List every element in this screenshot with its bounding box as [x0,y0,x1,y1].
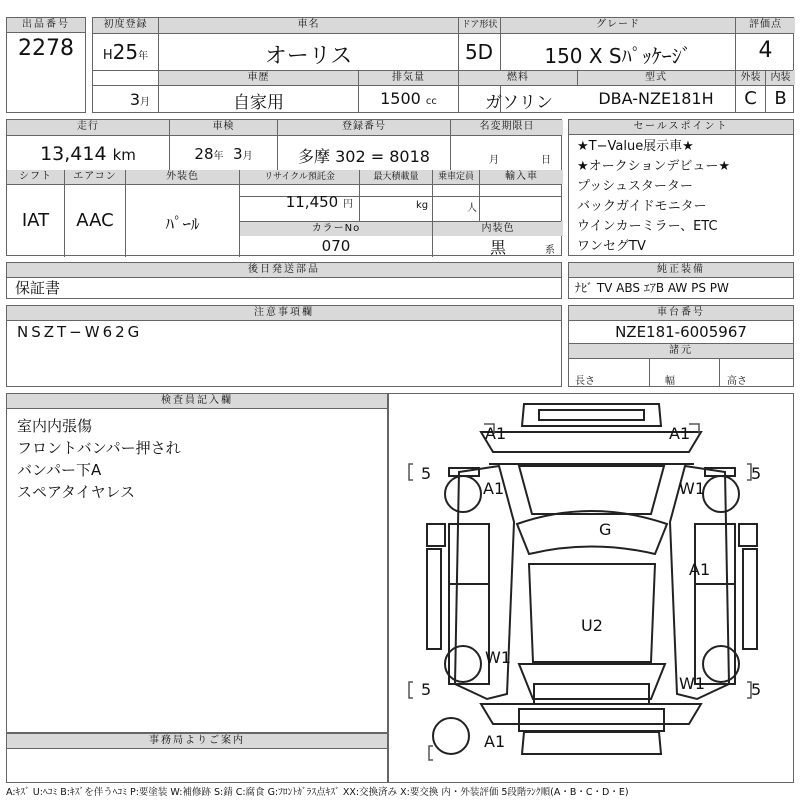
tire-front-right: 5 [751,464,762,483]
recycle-value: 11,450 [285,193,339,211]
lot-number: 2278 [18,36,74,61]
car-diagram [389,394,793,782]
history: 自家用 [233,93,284,113]
interior-color-unit: 系 [545,245,555,256]
sales-point-item: プッシュスターター [577,179,693,194]
inspection-label: 車検 [170,120,277,134]
sales-point-item: ウインカーミラー、ETC [577,219,718,234]
length-label: 長さ [575,376,595,387]
chassis-value: NZE181-6005967 [569,321,793,344]
inspector-box [6,393,388,733]
aircon-label: エアコン [65,170,125,184]
insp-month: 3 [233,145,243,163]
mileage-table [6,119,562,256]
later-parts-value: 保証書 [15,279,61,297]
history-label: 車歴 [159,71,358,85]
shift-label: シフト [7,170,64,184]
displacement-value: 1500 [380,89,421,108]
rear-glass-shape [519,664,665,699]
mark-fender-right: W1 [679,479,705,498]
mileage-label: 走行 [7,120,169,134]
car-name-label: 車名 [159,18,458,32]
sales-point-item: ワンセグTV [577,239,646,254]
mark-hood: G [599,520,612,539]
fuel: ガソリン [485,93,553,113]
capacity-label: 乗車定員 [433,170,479,184]
inspection-date [170,145,277,163]
vehicle-info-table [92,17,794,113]
load-unit: kg [416,200,429,211]
equipment-label: 純正装備 [569,263,793,278]
sales-points-list [569,135,793,257]
interior-grade: B [774,88,787,109]
remark-line: バンパー下A [17,461,102,479]
mileage [7,143,169,165]
recycle-fee [240,193,359,211]
windshield-shape [517,511,667,554]
year-unit: 年 [138,51,149,62]
mark-rear-right: W1 [679,674,705,693]
insp-year: 28 [194,145,214,163]
grade: 150 X Sﾊﾟｯｹｰｼﾞ [544,44,692,68]
rear-bumper-shape [519,709,664,731]
mark-fender-left: A1 [483,479,505,498]
lot-number-label: 出品番号 [7,18,85,33]
aircon: AAC [76,210,114,231]
month-unit: 月 [140,97,150,108]
tire-rear-left: 5 [421,680,432,699]
color-no-label: カラーNo [240,222,432,236]
height-label: 高さ [727,376,747,387]
inspector-remarks [7,409,387,509]
era: H [102,48,113,63]
first-reg-label: 初度登録 [93,18,158,32]
door-type: 5D [464,40,494,64]
mark-front-right: A1 [669,424,691,443]
exterior-grade: C [744,88,757,109]
sales-points [568,119,794,256]
spare-tire-shape [433,718,469,754]
capacity-unit: 人 [467,203,477,214]
fuel-label: 燃料 [459,71,577,85]
mark-front-left: A1 [485,424,507,443]
car-name: オーリス [264,44,353,69]
color-number: 070 [321,237,351,255]
insp-month-unit: 月 [242,151,253,162]
chassis-box [568,305,794,387]
roof-shape [529,564,655,662]
legend: A:ｷｽﾞ U:ﾍｺﾐ B:ｷｽﾞを伴うﾍｺﾐ P:要塗装 W:補修跡 S:錆 C:腐食 G:ﾌﾛﾝﾄｶﾞﾗｽ点ｷｽﾞ XX:交換済み X:要交換 内・外装評価 5段階ﾗﾝｸ順(A・B・C・D・E) [6,787,629,798]
name-change-day-unit: 日 [541,155,551,166]
reg-month: 3 [129,90,140,109]
int-color-label: 内装色 [433,222,563,236]
rear-top-shape [481,704,701,724]
recycle-label: リサイクル預託金 [240,170,359,184]
remark-line: フロントバンパー押され [17,439,181,457]
first-reg-year [93,40,158,64]
import-label: 輸入車 [480,170,563,184]
interior-label: 内装 [766,71,795,85]
office-label: 事務局よりご案内 [7,734,387,749]
tire-rear-right: 5 [751,680,762,699]
car-diagram-box [388,393,794,783]
width-label: 幅 [665,376,675,387]
recycle-unit: 円 [343,199,353,210]
name-change-label: 名変期限日 [451,120,563,134]
mark-rear-left: W1 [485,648,511,667]
equipment-box [568,262,794,299]
equipment-value: ﾅﾋﾞ TV ABS ｴｱB AW PS PW [575,281,729,295]
dims-label: 諸元 [569,344,793,359]
sales-point-item: バックガイドモニター [577,199,707,214]
interior-color: 黒 [489,238,506,257]
sales-point-item: ★オークションデビュー★ [577,159,731,174]
insp-year-unit: 年 [213,151,224,162]
mileage-value: 13,414 [40,143,107,165]
max-load-label: 最大積載量 [360,170,432,184]
reg-year: 25 [112,40,139,64]
model-code-label: 型式 [577,71,735,85]
first-reg-month [93,90,158,109]
notes-label: 注意事項欄 [7,306,561,321]
chassis-label: 車台番号 [569,306,793,321]
door-label: ドア形状 [459,18,500,32]
registration-number: 多摩 302 = 8018 [298,147,430,166]
notes-box [6,305,562,387]
office-box [6,733,388,783]
later-parts-label: 後日発送部品 [7,263,561,278]
mark-door-right: A1 [689,560,711,579]
right-fender-shape [670,466,729,699]
sales-point-item: ★T−Value展示車★ [577,139,694,154]
front-top-shape [481,432,701,452]
score: 4 [758,38,773,63]
remark-line: スペアタイヤレス [17,483,136,501]
later-parts-box [6,262,562,299]
tire-front-left: 5 [421,464,432,483]
front-bumper-shape [522,404,661,426]
sales-points-label: セールスポイント [569,120,793,135]
notes-value: NSZT−W62G [17,323,143,341]
color-label: 外装色 [126,170,239,184]
grade-label: グレード [501,18,735,32]
hood-shape [519,466,664,514]
mark-bottom: A1 [484,732,506,751]
reg-no-label: 登録番号 [278,120,450,134]
name-change-month-unit: 月 [489,155,499,166]
exterior-color: ﾊﾟｰﾙ [165,215,200,235]
mileage-unit: km [112,146,136,164]
exterior-label: 外装 [736,71,765,85]
remark-line: 室内内張傷 [17,417,93,435]
shift: IAT [21,210,50,231]
displacement-unit: cc [425,96,437,107]
score-label: 評価点 [736,18,795,32]
model-code: DBA-NZE181H [598,89,714,108]
mark-roof: U2 [581,616,603,635]
lot-number-box [6,17,86,113]
inspector-label: 検査員記入欄 [7,394,387,409]
displacement-label: 排気量 [359,71,458,85]
